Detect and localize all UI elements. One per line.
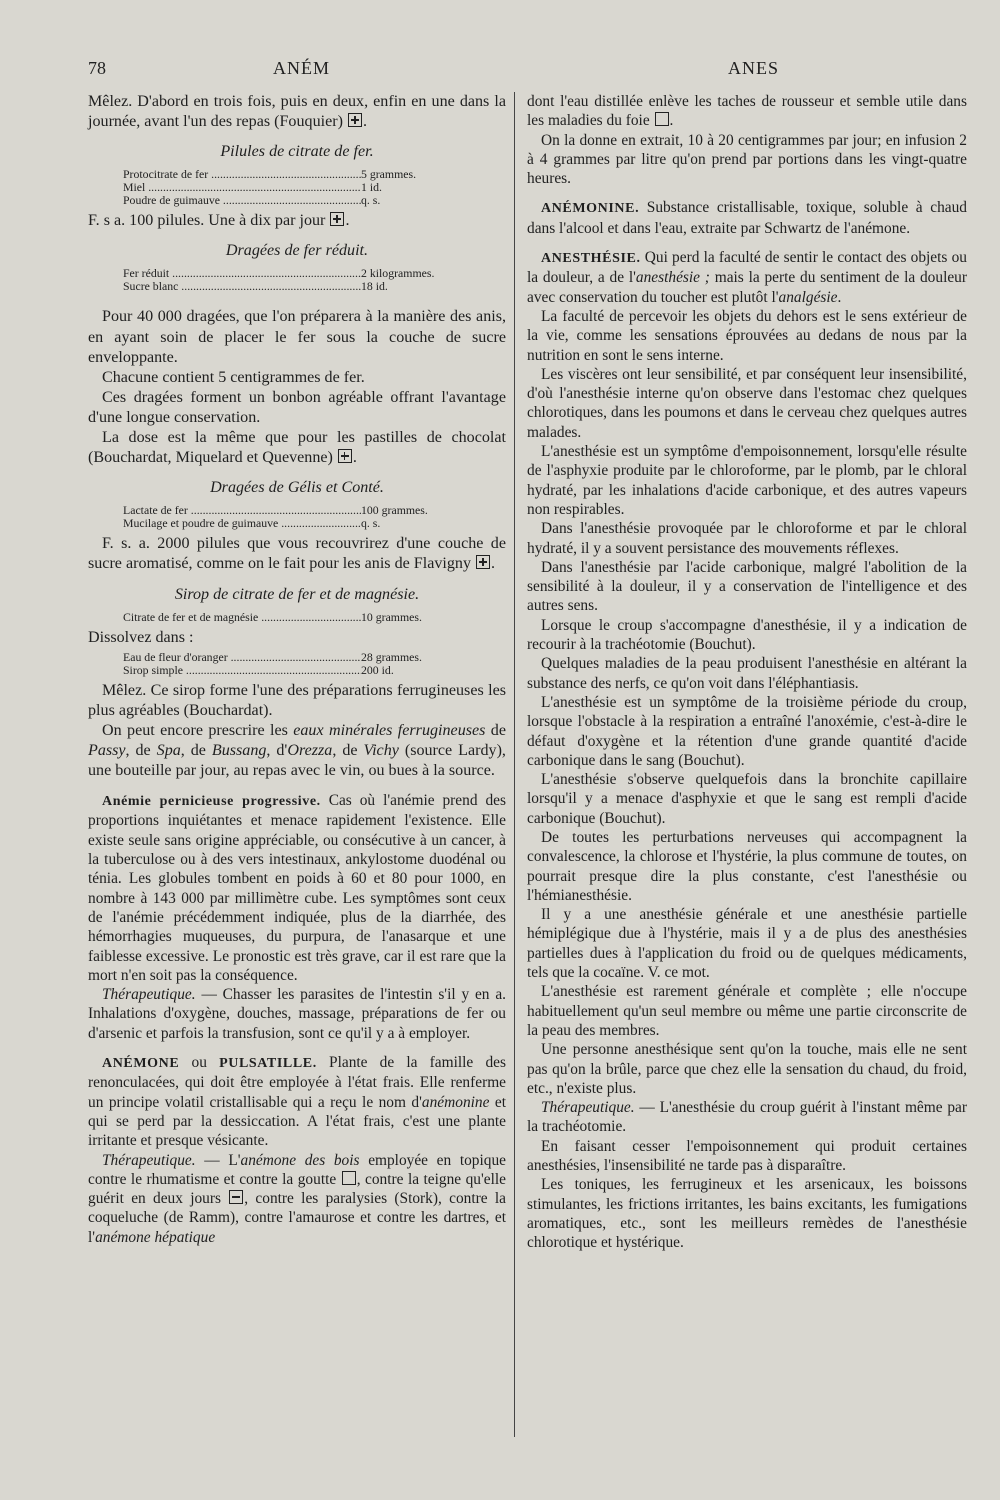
entry-heading: ANÉMONINE. (541, 201, 640, 217)
paragraph: Pour 40 000 dragées, que l'on préparera à la manière des anis, en ayant soin de placer le fer sous la couche de sucre enveloppante. (88, 308, 506, 366)
plus-box-symbol (348, 113, 362, 127)
paragraph: Lorsque le croup s'accompagne d'anesthésie, il y a indication de recourir à la trachéotomie (Bouchut). (527, 616, 967, 654)
plus-box-symbol (338, 449, 352, 463)
left-running-title: ANÉM (273, 58, 330, 78)
paragraph: L'anesthésie est un symptôme de la troisième période du croup, lorsque l'obstacle à la respiration a entraîné l'anoxémie, c'est-à-dire le défaut d'oxygène et la rétention d'une grande quantité d'acide carbonique dans le sang (Bouchut). (527, 693, 967, 769)
ingredient-row: Sucre blanc ..... 18 id. (123, 280, 506, 293)
paragraph: Les toniques, les ferrugineux et les arsenicaux, les boissons stimulantes, les frictions irritantes, les bains excitants, les fumigations aromatiques, etc., sont les meilleurs remèdes de l'anesthésie chlorotique et hystérique. (527, 1176, 967, 1252)
paragraph: La dose est la même que pour les pastilles de chocolat (Bouchardat, Miquelard et Quevenne) . (88, 429, 506, 467)
recipe-ingredients (123, 168, 506, 207)
article-anesthesie: ANESTHÉSIE. Qui perd la faculté de sentir le contact des objets ou la douleur, a de l'anesthésie ; mais la perte du sentiment de la douleur avec conservation du toucher est plutôt l'analgésie. (527, 249, 968, 306)
ingredient-row: Lactate de fer ..... 100 grammes. (123, 504, 506, 517)
article-anemone: ANÉMONE ou PULSATILLE. Plante de la famille des renonculacées, qui doit être employée à l'état frais. Elle renferme un principe volatil cristallisable qui a reçu le nom d'anémonine et qui se perd par la dessiccation. A l'état frais, c'est une plante irritante et presque vésicante. Thérapeutique. — L'anémone des bois employée en topique contre le rhumatisme et contre la goutte , contre la teigne qu'elle guérit en deux jours , contre les paralysies (Stork), contre la coqueluche (de Ramm), contre l'amaurose et contre les dartres, et l'anémone hépatique (88, 1054, 506, 1246)
ingredient-row: Poudre de guimauve ..... q. s. (123, 194, 506, 207)
box-symbol (342, 1171, 356, 1185)
box-symbol (655, 112, 669, 126)
paragraph: Thérapeutique. — L'anesthésie du croup guérit à l'instant même par la trachéotomie. (527, 1099, 967, 1136)
paragraph: Dans l'anesthésie provoquée par le chloroforme et par le chloral hydraté, il y a souvent persistance des mouvements réflexes. (527, 520, 967, 557)
paragraph: Mêlez. D'abord en trois fois, puis en deux, enfin en une dans la journée, avant l'un des repas (Fouquier) . (88, 93, 506, 131)
paragraph: F. s a. 100 pilules. Une à dix par jour . (88, 212, 350, 230)
entry-heading: ANÉMONE (102, 1056, 180, 1072)
recipe-title: Dragées de Gélis et Conté. (210, 479, 384, 497)
paragraph: Les viscères ont leur sensibilité, et par conséquent leur insensibilité, d'où l'anesthésie interne qu'on observe dans l'estomac chez quelques chlorotiques, dans les poumons et dans le cerveau chez quelques autres malades. (527, 365, 967, 441)
column-divider (514, 92, 515, 1437)
ingredient-row: Fer réduit ..... 2 kilogrammes. (123, 267, 506, 280)
paragraph: Chacune contient 5 centigrammes de fer. (102, 368, 365, 386)
ingredient-row: Mucilage et poudre de guimauve ..... q. s. (123, 517, 506, 530)
entry-heading: ANESTHÉSIE. (541, 251, 641, 267)
entry-heading: PULSATILLE. (219, 1056, 317, 1072)
paragraph: On peut encore prescrire les eaux minérales ferrugineuses de Passy, de Spa, de Bussang, d'Orezza, de Vichy (source Lardy), une bouteille par jour, au repas avec le vin, ou bues à la source. (88, 721, 506, 780)
right-running-title: ANES (728, 58, 780, 78)
article-anemonine: ANÉMONINE. Substance cristallisable, toxique, soluble à chaud dans l'alcool et dans l'eau, extraite par Schwartz de l'anémone. (527, 199, 967, 237)
article-anemie-pernicieuse: Anémie pernicieuse progressive. Cas où l'anémie prend des proportions inquiétantes et menace rapidement l'existence. Elle existe seule sans origine appréciable, ou consécutive à un cancer, à la tuberculose ou à des vers intestinaux, ankylostome duodénal ou ténia. Les globules tombent en poids à 60 et 80 pour 1000, en nombre à 143 000 par millimètre cube. Les symptômes sont ceux de l'anémie précédemment indiquée, plus de la diarrhée, des hémorrhagies muqueuses, du purpura, de l'anasarque et une faiblesse excessive. Le pronostic est très grave, car il est rare que la mort n'en soit pas la conséquence. Thérapeutique. — Chasser les parasites de l'intestin s'il y en a. Inhalations d'oxygène, douches, massage, préparations de fer ou d'arsenic et parfois la transfusion, sont ce qu'il y a à employer. (88, 792, 506, 1042)
left-column (88, 92, 506, 1247)
running-header (88, 58, 942, 84)
ingredient-row: Citrate de fer et de magnésie ..... 10 grammes. (123, 611, 506, 624)
paragraph: F. s. a. 2000 pilules que vous recouvrirez d'une couche de sucre aromatisé, comme on le fait pour les anis de Flavigny . (88, 535, 506, 573)
paragraph: Dissolvez dans : (88, 628, 194, 646)
paragraph: Dans l'anesthésie par l'acide carbonique, malgré l'abolition de la sensibilité à la douleur, il y a conservation de l'intelligence et des autres sens. (527, 558, 967, 615)
entry-heading: Anémie pernicieuse progressive. (102, 794, 321, 810)
minus-box-symbol (229, 1190, 243, 1204)
page-number: 78 (88, 58, 106, 78)
paragraph: On la donne en extrait, 10 à 20 centigrammes par jour; en infusion 2 à 4 grammes par litre qu'on prend par portions dans les vingt-quatre heures. (527, 131, 967, 188)
paragraph: Une personne anesthésique sent qu'on la touche, mais elle ne sent pas qu'on la brûle, parce que chez elle la sensation du chaud, du froid, etc., n'existe plus. (527, 1041, 967, 1097)
plus-box-symbol (476, 555, 490, 569)
ingredient-row: Eau de fleur d'oranger ..... 28 grammes. (123, 651, 506, 664)
paragraph: Mêlez. Ce sirop forme l'une des préparations ferrugineuses les plus agréables (Bouchardat). (88, 681, 506, 719)
right-column (527, 92, 967, 1253)
plus-box-symbol (330, 212, 344, 226)
recipe-ingredients (123, 611, 506, 624)
ingredient-row: Sirop simple ..... 200 id. (123, 664, 506, 677)
paragraph: En faisant cesser l'empoisonnement qui produit certaines anesthésies, l'insensibilité ne tarde pas à disparaître. (527, 1137, 967, 1175)
paragraph: Il y a une anesthésie générale et une anesthésie partielle hémiplégique due à l'hystérie, mais il y a de plus des anesthésies partielles dues à l'application du froid ou de quelques médicaments, tels que la cocaïne. V. ce mot. (527, 906, 967, 982)
recipe-ingredients (123, 267, 506, 293)
paragraph: Ces dragées forment un bonbon agréable offrant l'avantage d'une longue conservation. (88, 388, 506, 426)
recipe-ingredients (123, 504, 506, 530)
paragraph: L'anesthésie s'observe quelquefois dans la bronchite capillaire lorsqu'il y a menace d'asphyxie et que le sang est rempli d'acide carbonique (Bouchut). (527, 771, 967, 827)
recipe-ingredients (123, 651, 506, 677)
recipe-title: Dragées de fer réduit. (225, 242, 369, 260)
paragraph: L'anesthésie est un symptôme d'empoisonnement, lorsqu'elle résulte de l'asphyxie produite par le chloroforme, par le plomb, par le chloral hydraté, par les inhalations d'acide carbonique, et des autres vapeurs non respirables. (527, 443, 967, 518)
ingredient-row: Protocitrate de fer ..... 5 grammes. (123, 168, 506, 181)
ingredient-row: Miel ..... 1 id. (123, 181, 506, 194)
paragraph: L'anesthésie est rarement générale et complète ; elle n'occupe habituellement qu'un seul membre ou même une partie circonscrite de la peau des membres. (527, 983, 967, 1039)
paragraph: De toutes les perturbations nerveuses qui accompagnent la convalescence, la chlorose et l'hystérie, la plus commune de toutes, on pourrait presque dire la plus constante, c'est l'anesthésie ou l'hémianesthésie. (527, 828, 967, 904)
recipe-title: Pilules de citrate de fer. (220, 143, 374, 161)
paragraph: Quelques maladies de la peau produisent l'anesthésie en altérant la substance des nerfs, ce qu'on voit dans l'éléphantiasis. (527, 655, 967, 692)
paragraph: dont l'eau distillée enlève les taches de rousseur et semble utile dans les maladies du foie . (527, 93, 967, 130)
paragraph: La faculté de percevoir les objets du dehors est le sens extérieur de la vie, comme les sensations éprouvées au dedans de nous par la nutrition en sont le sens interne. (527, 307, 967, 364)
recipe-title: Sirop de citrate de fer et de magnésie. (174, 585, 420, 603)
